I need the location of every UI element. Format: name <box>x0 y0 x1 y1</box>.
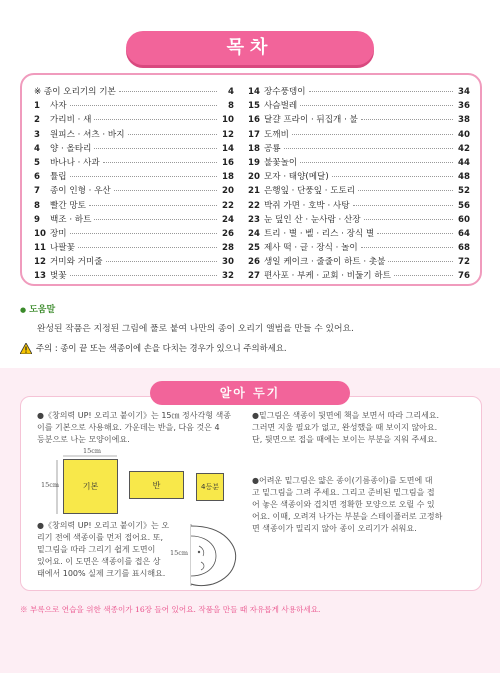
toc-entry-title: 사자 <box>50 101 67 112</box>
note-basic-paper <box>37 410 242 446</box>
toc-entry-number: 6 <box>34 172 40 183</box>
toc-entry-title: 공룡 <box>264 143 281 154</box>
toc-leader-dots <box>361 247 453 248</box>
toc-entry-number: 2 <box>34 115 40 126</box>
note-back-drawing <box>252 410 477 446</box>
toc-entry-number: 10 <box>34 228 46 239</box>
toc-entry <box>34 213 234 227</box>
toc-entry-title: 생일 케이크 · 줄줄이 하트 · 촛불 <box>264 257 386 268</box>
toc-entry <box>248 113 470 127</box>
toc-entry-number: 15 <box>248 101 260 112</box>
note-folding <box>37 520 192 580</box>
toc-entry-page: 52 <box>458 186 470 197</box>
toc-entry <box>34 269 234 283</box>
toc-entry-number: 8 <box>34 200 40 211</box>
note-line: ●《창의력 UP! 오리고 붙이기》는 오 <box>37 521 170 530</box>
toc-leader-dots <box>292 134 453 135</box>
toc-leader-dots <box>103 162 217 163</box>
toc-entry-title: 양 · 올타리 <box>50 143 92 154</box>
square-basic-label: 기본 <box>82 482 99 491</box>
toc-entry-page: 36 <box>458 101 470 112</box>
toc-entry-number: 3 <box>34 129 40 140</box>
toc-entry <box>248 255 470 269</box>
toc-leader-dots <box>106 261 217 262</box>
toc-entry-number: 7 <box>34 186 40 197</box>
notes-title: 알아 두기 <box>219 386 281 400</box>
toc-entry <box>248 142 470 156</box>
toc-entry-page: 44 <box>458 157 470 168</box>
dimension-side-label: 15cm <box>41 481 60 489</box>
toc-entry <box>34 128 234 142</box>
toc-entry-page: 42 <box>458 143 470 154</box>
toc-entry <box>248 213 470 227</box>
note-line: 있어요. 이 도면은 색종이를 접은 상 <box>37 557 161 566</box>
toc-entry <box>248 128 470 142</box>
toc-entry-number: 9 <box>34 214 40 225</box>
toc-leader-dots <box>94 148 217 149</box>
toc-entry-title: 은행잎 · 단풍잎 · 도토리 <box>264 186 356 197</box>
toc-entry-title: 장수풍뎅이 <box>264 87 306 97</box>
toc-leader-dots <box>353 205 453 206</box>
toc-entry-number: 26 <box>248 257 260 268</box>
toc-entry-title: 종이 인형 · 우산 <box>50 186 111 197</box>
toc-entry-page: 20 <box>222 186 234 197</box>
toc-entry-title: 거미와 거미줄 <box>50 257 103 268</box>
help-section <box>20 302 55 315</box>
dimension-top-label: 15cm <box>83 447 102 455</box>
toc-entry <box>34 156 234 170</box>
table-of-contents <box>20 73 482 286</box>
toc-leader-dots <box>364 219 453 220</box>
toc-entry-title: 모자 · 태양(메달) <box>264 172 329 183</box>
note-line: 면 색종이가 밀리지 않아 종이 오리기가 쉬워요. <box>252 524 417 533</box>
toc-entry-number: 21 <box>248 186 260 197</box>
toc-entry-title: 빨간 망토 <box>50 200 86 211</box>
toc-leader-dots <box>309 91 453 92</box>
toc-entry-page: 24 <box>222 214 234 225</box>
toc-entry-page: 38 <box>458 115 470 126</box>
toc-entry-page: 30 <box>222 257 234 268</box>
toc-entry-page: 26 <box>222 228 234 239</box>
toc-entry-page: 72 <box>458 257 470 268</box>
note-line: 태에서 100% 실제 크기를 표시해요. <box>37 569 166 578</box>
toc-entry <box>34 170 234 184</box>
toc-entry <box>248 241 470 255</box>
toc-entry-page: 22 <box>222 200 234 211</box>
toc-leader-dots <box>300 105 453 106</box>
toc-entry-number: 18 <box>248 143 260 154</box>
toc-entry-page: 56 <box>458 200 470 211</box>
square-half-label: 반 <box>152 480 161 490</box>
toc-leader-dots <box>70 105 217 106</box>
note-tracing-paper <box>252 475 477 535</box>
toc-entry <box>34 199 234 213</box>
square-quarter-label: 4등분 <box>201 483 219 491</box>
toc-entry-page: 16 <box>222 157 234 168</box>
toc-entry-number: 19 <box>248 157 260 168</box>
toc-entry-page: 28 <box>222 243 234 254</box>
toc-entry-title: 트리 · 별 · 벨 · 리스 · 장식 별 <box>264 228 375 239</box>
toc-entry-page: 48 <box>458 172 470 183</box>
toc-entry-page: 34 <box>458 87 470 97</box>
toc-entry-title: 가리비 · 새 <box>50 115 92 126</box>
toc-entry <box>248 227 470 241</box>
note-line: 고 밑그림을 그려 주세요. 그리고 준비된 밑그림을 접 <box>252 488 435 497</box>
toc-leader-dots <box>119 91 217 92</box>
page-title: 목차 <box>226 37 274 58</box>
note-line: 밑그림을 따라 그리기 쉽게 도면이 <box>37 545 156 554</box>
toc-entry-title: 박쥐 가면 · 호박 · 사탕 <box>264 200 350 211</box>
toc-leader-dots <box>128 134 217 135</box>
toc-leader-dots <box>284 148 453 149</box>
toc-entry-title: 백조 · 하트 <box>50 214 92 225</box>
dimension-side-arrow <box>54 458 60 516</box>
toc-entry-number: 1 <box>34 101 40 112</box>
toc-entry-page: 32 <box>222 271 234 282</box>
toc-entry-title: 달걀 프라이 · 뒤집개 · 불 <box>264 115 358 126</box>
toc-entry <box>34 142 234 156</box>
note-line: 어 놓은 색종이와 겹치면 정확한 모양으로 오릴 수 있 <box>252 500 435 509</box>
toc-entry-number: 27 <box>248 271 260 282</box>
note-line: ●밑그림은 색종이 뒷면에 책을 보면서 따라 그리세요. <box>252 411 440 420</box>
toc-entry-page: 12 <box>222 129 234 140</box>
toc-entry-title: 사슴벌레 <box>264 101 298 112</box>
page-title-banner <box>126 31 374 65</box>
toc-entry-number: 25 <box>248 243 260 254</box>
dimension-fold-label: 15cm <box>170 549 189 557</box>
square-half <box>129 471 184 499</box>
toc-entry <box>34 227 234 241</box>
square-basic <box>63 459 118 514</box>
toc-leader-dots <box>94 119 217 120</box>
note-line: 이를 기본으로 사용해요. 가운데는 반을, 다음 것은 4 <box>37 423 220 432</box>
toc-entry <box>248 269 470 283</box>
note-line: 등분으로 나눈 모양이에요. <box>37 435 130 444</box>
toc-leader-dots <box>89 205 217 206</box>
note-line: 리기 전에 색종이를 먼저 접어요. 또, <box>37 533 163 542</box>
toc-entry-number: 4 <box>34 143 40 154</box>
toc-entry-page: 64 <box>458 228 470 239</box>
toc-leader-dots <box>70 275 217 276</box>
note-line: ●어려운 밑그림은 얇은 종이(기름종이)를 도면에 대 <box>252 476 433 485</box>
toc-entry-title: 바나나 · 사과 <box>50 157 100 168</box>
toc-entry-number: 5 <box>34 157 40 168</box>
toc-right-column <box>248 85 470 284</box>
note-line: ●《창의력 UP! 오리고 붙이기》는 15㎝ 정사각형 색종 <box>37 411 231 420</box>
help-label: ● 도움말 <box>20 305 55 315</box>
toc-entry <box>248 156 470 170</box>
help-text: 완성된 작품은 지정된 그림에 풀로 붙여 나만의 종이 오리기 앨범을 만들 수 있어요. <box>37 324 354 334</box>
warning-text: 주의 : 종이 끝 또는 색종이에 손을 다치는 경우가 있으니 주의하세요. <box>36 343 287 353</box>
toc-leader-dots <box>332 176 453 177</box>
toc-entry-number: 16 <box>248 115 260 126</box>
toc-entry <box>34 184 234 198</box>
toc-leader-dots <box>388 261 453 262</box>
notes-title-banner <box>150 381 350 405</box>
toc-entry <box>34 99 234 113</box>
toc-left-column <box>34 85 234 284</box>
toc-entry <box>34 85 234 99</box>
toc-entry-number: 22 <box>248 200 260 211</box>
toc-leader-dots <box>114 190 217 191</box>
note-line: 단, 뒷면으로 접을 때에는 보이는 부분을 지워 주세요. <box>252 435 438 444</box>
toc-leader-dots <box>300 162 453 163</box>
toc-entry-title: 장미 <box>50 228 67 239</box>
toc-entry-page: 10 <box>222 115 234 126</box>
note-line: 그러면 지울 필요가 없고, 완성했을 때 보이지 않아요. <box>252 423 438 432</box>
warning-icon <box>20 343 32 354</box>
toc-leader-dots <box>394 275 453 276</box>
toc-entry-title: 나팔꽃 <box>50 243 75 254</box>
toc-leader-dots <box>377 233 453 234</box>
toc-entry-page: 60 <box>458 214 470 225</box>
toc-entry <box>248 184 470 198</box>
toc-entry-page: 8 <box>228 101 234 112</box>
toc-entry-title: 제사 떡 · 글 · 장식 · 놀이 <box>264 243 358 254</box>
toc-leader-dots <box>78 247 217 248</box>
toc-entry-title: 눈 덮인 산 · 눈사람 · 산장 <box>264 214 361 225</box>
toc-entry <box>34 255 234 269</box>
toc-entry <box>34 113 234 127</box>
toc-entry-number: 13 <box>34 271 46 282</box>
toc-entry-number: 20 <box>248 172 260 183</box>
toc-entry <box>248 85 470 99</box>
toc-entry-title: 벚꽃 <box>50 271 67 282</box>
square-quarter <box>196 473 224 501</box>
toc-entry <box>34 241 234 255</box>
toc-entry-title: 튤립 <box>50 172 67 183</box>
toc-leader-dots <box>70 233 217 234</box>
toc-entry-page: 68 <box>458 243 470 254</box>
toc-entry-number: 23 <box>248 214 260 225</box>
toc-entry-page: 40 <box>458 129 470 140</box>
toc-entry-title: ※ 종이 오리기의 기본 <box>34 87 116 97</box>
toc-leader-dots <box>94 219 217 220</box>
toc-leader-dots <box>361 119 453 120</box>
footer-note: ※ 부록으로 연습을 위한 색종이가 16장 들어 있어요. 작품을 만들 때 자유롭게 사용하세요. <box>20 605 321 614</box>
toc-entry-number: 12 <box>34 257 46 268</box>
folded-lion-diagram <box>185 522 245 588</box>
toc-entry-number: 11 <box>34 243 46 254</box>
toc-entry-number: 24 <box>248 228 260 239</box>
note-line: 어요. 이때, 오려져 나가는 부분을 스테이플러로 고정하 <box>252 512 443 521</box>
toc-entry <box>248 99 470 113</box>
toc-entry-title: 도깨비 <box>264 129 289 140</box>
toc-entry-title: 불꽃놀이 <box>264 157 298 168</box>
toc-entry <box>248 170 470 184</box>
toc-entry-page: 4 <box>228 87 234 97</box>
toc-entry-page: 76 <box>458 271 470 282</box>
toc-entry-number: 17 <box>248 129 260 140</box>
warning-line <box>20 342 287 354</box>
toc-entry-page: 18 <box>222 172 234 183</box>
toc-entry-number: 14 <box>248 87 260 97</box>
toc-entry-page: 14 <box>222 143 234 154</box>
toc-leader-dots <box>70 176 217 177</box>
toc-entry-title: 편사포 · 부케 · 교회 · 비둘기 하트 <box>264 271 391 282</box>
toc-leader-dots <box>358 190 453 191</box>
toc-entry-title: 원피스 · 셔츠 · 바지 <box>50 129 125 140</box>
toc-entry <box>248 199 470 213</box>
